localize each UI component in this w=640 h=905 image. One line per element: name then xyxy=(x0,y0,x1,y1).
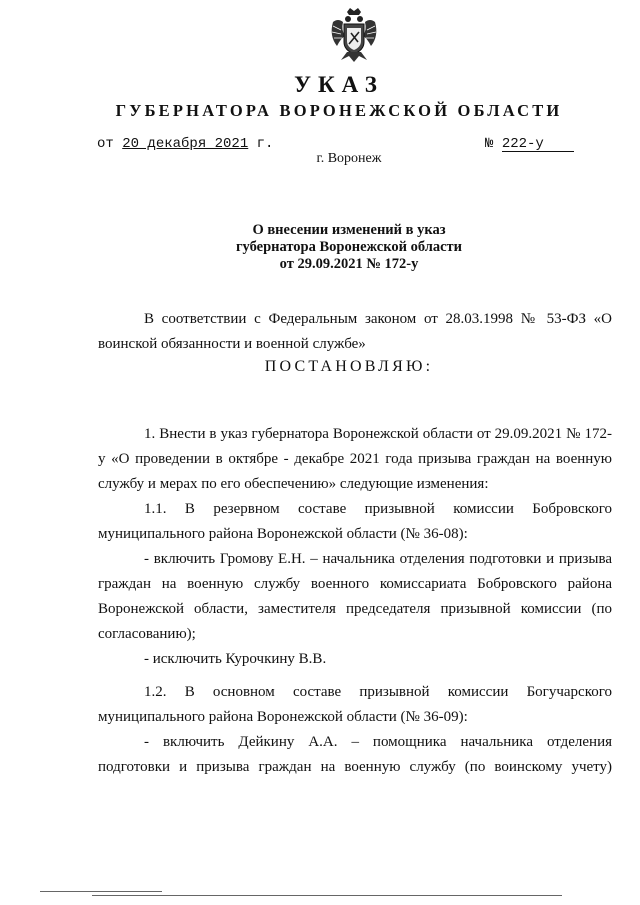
city: г. Воронеж xyxy=(316,151,382,166)
number-value: 222-у xyxy=(502,137,574,152)
date-prefix: от xyxy=(97,136,114,152)
decree-word: ПОСТАНОВЛЯЮ: xyxy=(264,358,434,375)
subject-line-3: от 29.09.2021 № 172-у xyxy=(279,256,419,272)
document-title: УКАЗ xyxy=(294,72,384,97)
coat-of-arms-icon xyxy=(327,6,381,64)
subject-line-1: О внесении изменений в указ xyxy=(252,222,446,238)
paragraph-1: 1. Внести в указ губернатора Воронежской области от 29.09.2021 № 172-у «О проведении в октябре - декабре 2021 года призыва граждан на военную службу и мерах по его обеспечению» следующие изменения: xyxy=(98,426,612,492)
footer-divider xyxy=(40,891,162,892)
date-line xyxy=(97,136,273,152)
subject-heading xyxy=(0,222,640,273)
paragraph-1-2: 1.2. В основном составе призывной комиссии Богучарского муниципального района Воронежской области (№ 36-09): xyxy=(98,684,612,725)
date-suffix: г. xyxy=(256,136,274,152)
number-prefix: № xyxy=(485,136,494,152)
paragraph-1-1: 1.1. В резервном составе призывной комиссии Бобровского муниципального района Воронежской области (№ 36-08): xyxy=(98,501,612,542)
footer-divider-long xyxy=(92,895,562,896)
paragraph-1-1-exclude: - исключить Курочкину В.В. xyxy=(144,651,327,667)
date-value: 20 декабря 2021 xyxy=(122,136,249,152)
number-line xyxy=(485,136,574,152)
paragraph-1-1-include: - включить Громову Е.Н. – начальника отделения подготовки и призыва граждан на военную службу военного комиссариата Бобровского района Воронежской области, заместителя председателя призывной комиссии (по согласованию); xyxy=(98,551,612,642)
paragraph-1-2-include: - включить Дейкину А.А. – помощника начальника отделения подготовки и призыва граждан на военную службу (по воинскому учету) xyxy=(98,734,612,775)
subject-line-2: губернатора Воронежской области xyxy=(235,239,463,255)
document-subtitle: ГУБЕРНАТОРА ВОРОНЕЖСКОЙ ОБЛАСТИ xyxy=(115,101,563,120)
preamble-paragraph: В соответствии с Федеральным законом от 28.03.1998 № 53-ФЗ «О воинской обязанности и военной службе» xyxy=(98,311,612,352)
